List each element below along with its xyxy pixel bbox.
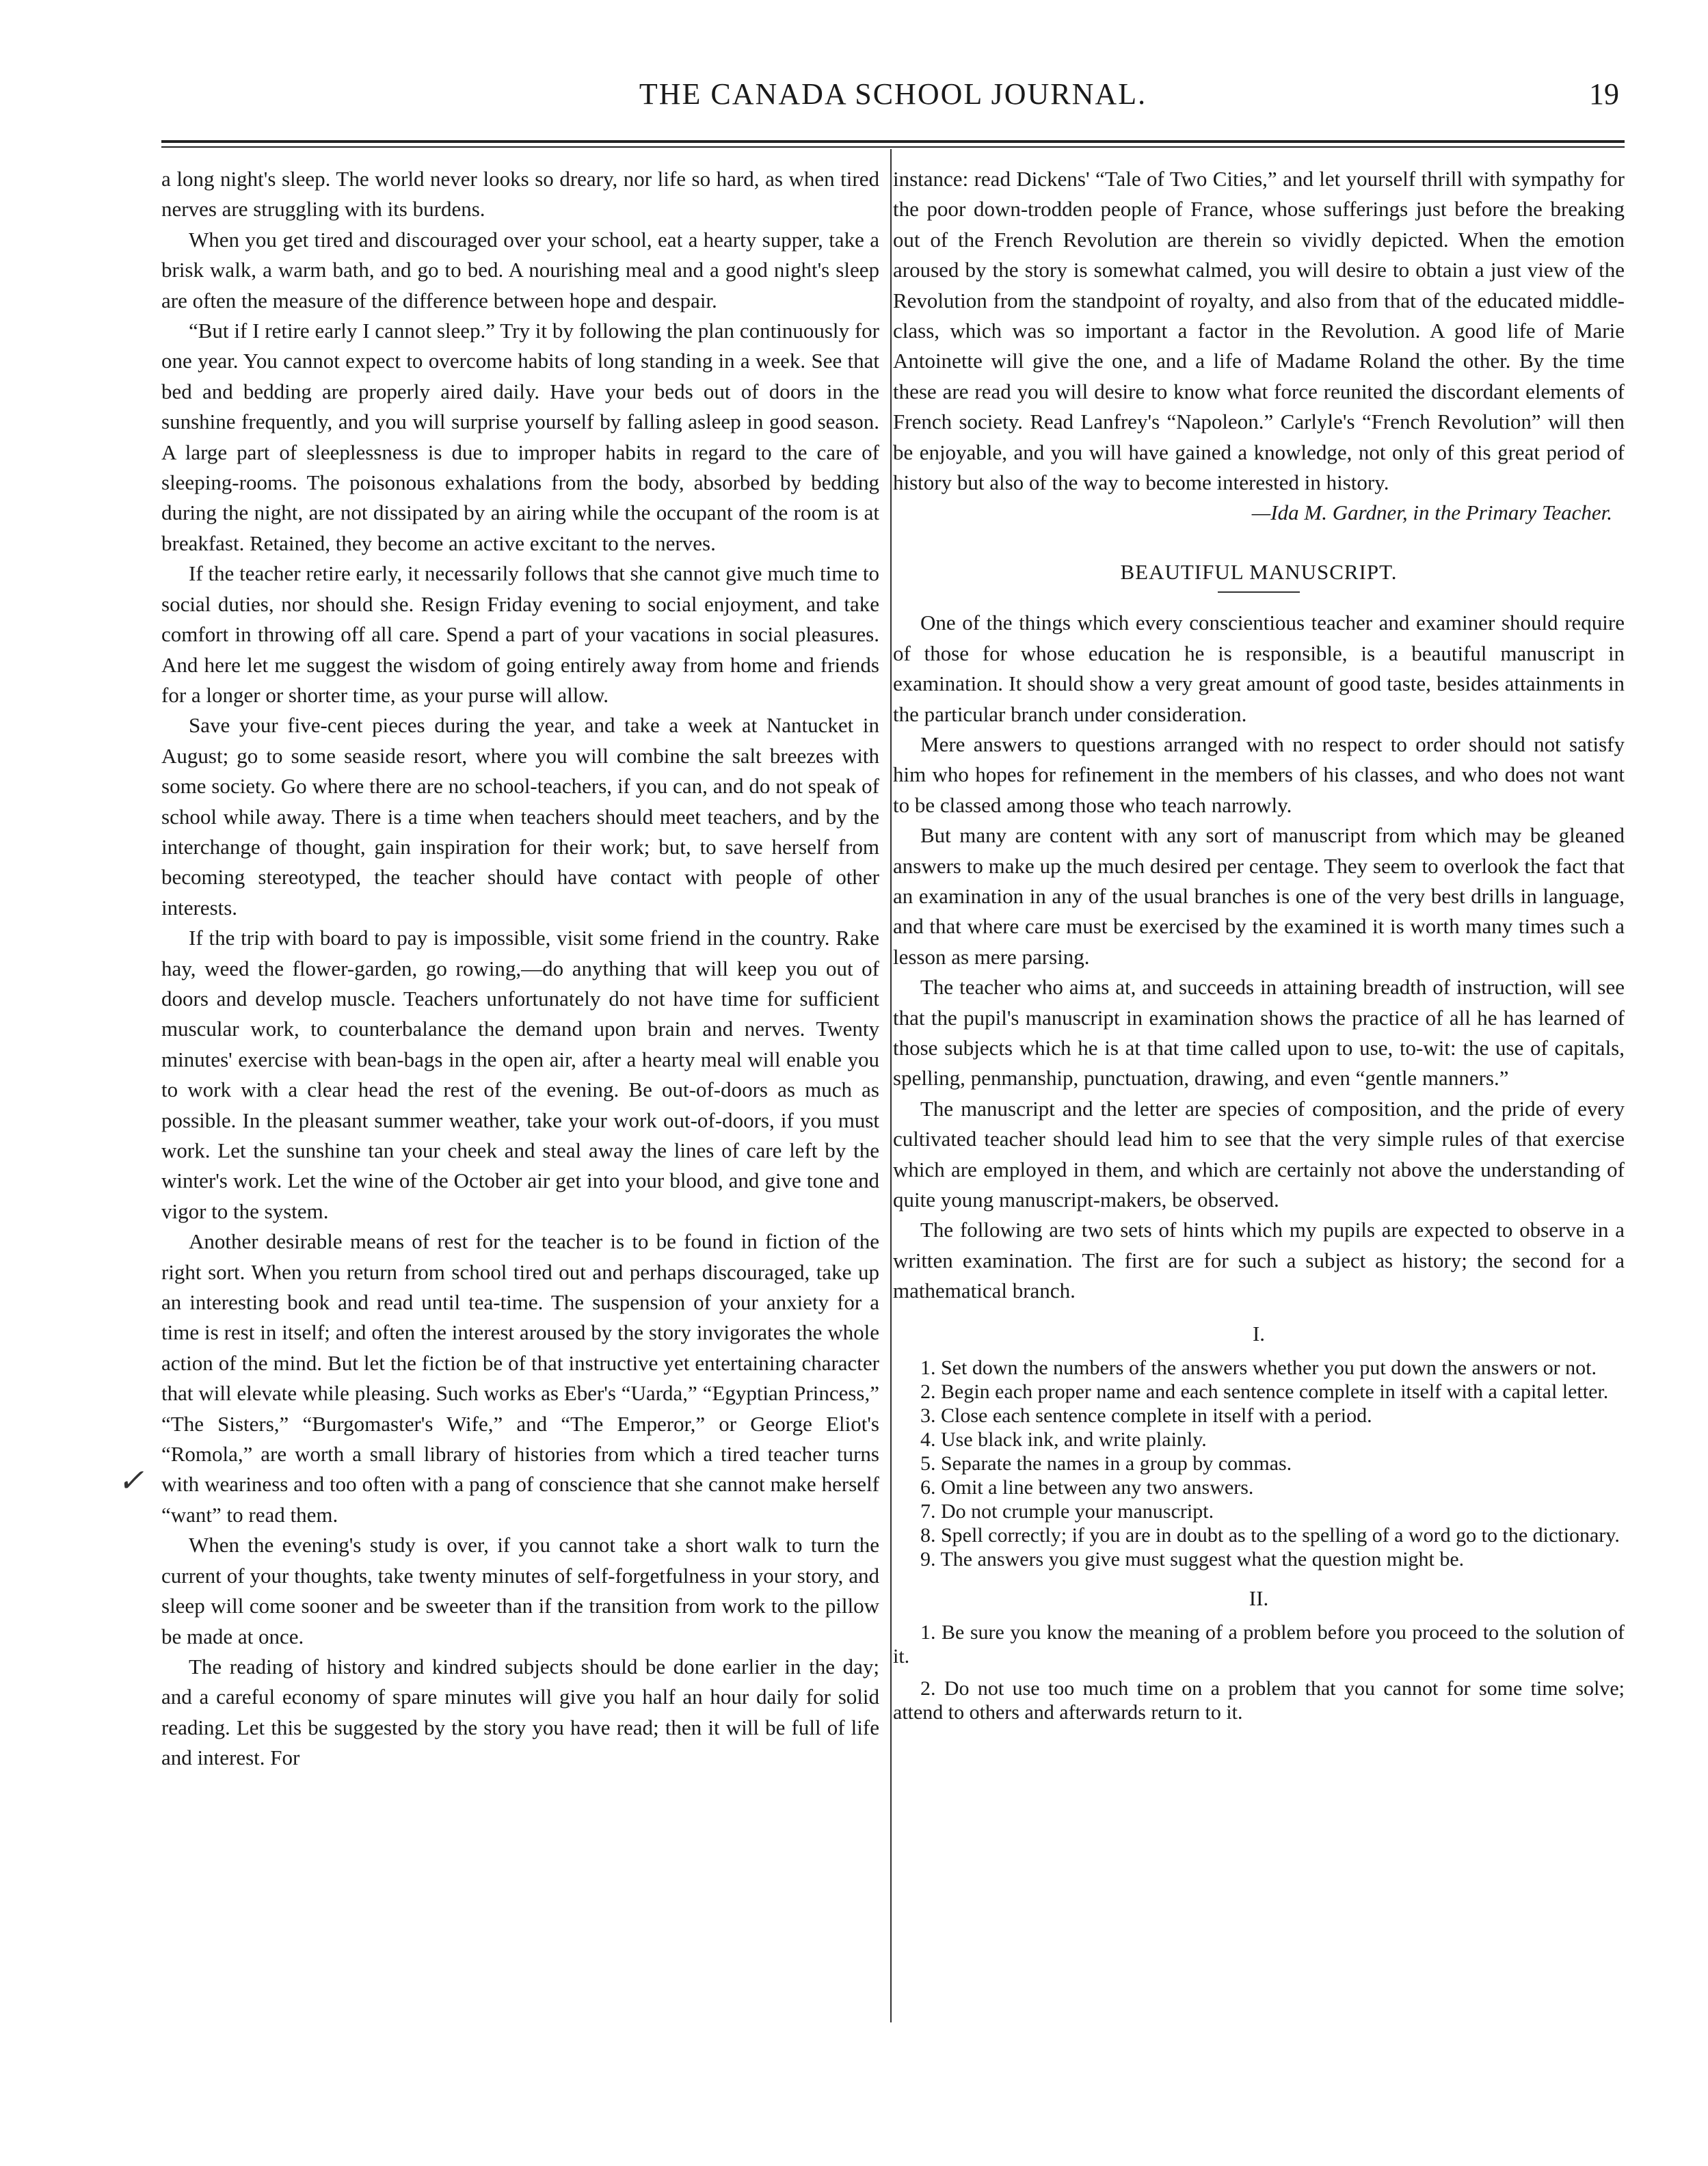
hint-item: 7. Do not crumple your manuscript. [920,1500,1214,1523]
hints-section-numeral: II. [1249,1586,1269,1611]
paragraph: If the trip with board to pay is impossible, visit some friend in the country. Rake hay, weed the flower-garden, go rowing,—do anything that will keep you out of doors and develop muscle. Teachers unfortunately do not have time for sufficient muscular work, to counterbalance the demand upon brain and nerves. Twenty minutes' exercise with bean-bags in the open air, after a hearty meal will enable you to work with a clear head the rest of the evening. Be out-of-doors as much as possible. In the pleasant summer weather, take your work out-of-doors, if you must work. Let the sunshine tan your cheek and steal away the lines of care left by the winter's work. Let the wine of the October air get into your blood, and give tone and vigor to the system. [161,926,879,1223]
paragraph: The teacher who aims at, and succeeds in attaining breadth of instruction, will see that the pupil's manuscript in examination shows the practice of all he has learned of those subjects which he is at that time called upon to use, to-wit: the use of capitals, spelling, penmanship, punctuation, drawing, and even “gentle manners.” [893,975,1625,1091]
margin-check-mark: ✓ [118,1463,144,1498]
paragraph: The reading of history and kindred subjects should be done earlier in the day; and a careful economy of spare minutes will give you half an hour daily for solid reading. Let this be suggested by the story you have read; then it will be full of life and interest. For [161,1654,879,1770]
paragraph: The following are two sets of hints which my pupils are expected to observe in a written examination. The first are for such a subject as history; the second for a mathematical branch. [893,1218,1625,1303]
paragraph: One of the things which every conscientious teacher and examiner should require of those for whose education he is responsible, is a beautiful manuscript in examination. It should show a very great amount of good taste, besides attainments in the particular branch under consideration. [893,611,1625,726]
right-column [893,164,1625,1733]
paragraph: When the evening's study is over, if you cannot take a short walk to turn the current of your thoughts, take twenty minutes of self-forgetfulness in your story, and sleep will come sooner and be sweeter than if the transition from work to the pillow be made at once. [161,1533,879,1648]
paragraph: instance: read Dickens' “Tale of Two Cities,” and let yourself thrill with sympathy for the poor down-trodden people of France, whose sufferings just before the breaking out of the French Revolution are therein so vividly depicted. When the emotion aroused by the story is somewhat calmed, you will desire to obtain a just view of the Revolution from the standpoint of royalty, and also from that of the educated middle-class, which was so important a factor in the Revolution. A good life of Marie Antoinette will give the one, and a life of Madame Roland the other. By the time these are read you will desire to know what force reunited the discordant elements of French society. Read Lanfrey's “Napoleon.” Carlyle's “French Revolution” will then be enjoyable, and you will have gained a knowledge, not only of this great period of history but also of the way to become interested in history. [893,167,1625,495]
hint-item: 5. Separate the names in a group by commas. [920,1452,1292,1475]
paragraph: Save your five-cent pieces during the year, and take a week at Nantucket in August; go to some seaside resort, where you will combine the salt breezes with some society. Go where there are no school-teachers, if you can, and do not speak of school while away. There is a time when teachers should meet teachers, and by the interchange of thought, gain inspiration for their work; but, to save herself from becoming stereotyped, the teacher should have contact with people of other interests. [161,713,879,920]
section-heading: BEAUTIFUL MANUSCRIPT. [1120,559,1398,584]
paragraph: If the teacher retire early, it necessarily follows that she cannot give much time to social duties, nor should she. Resign Friday evening to social enjoyment, and take comfort in throwing off all care. Spend a part of your vacations in social pleasures. And here let me suggest the wisdom of going entirely away from home and friends for a longer or shorter time, as your purse will allow. [161,561,879,707]
hint-item: 1. Be sure you know the meaning of a problem before you proceed to the solution of it. [893,1621,1625,1668]
hint-item: 2. Do not use too much time on a problem that you cannot for some time solve; attend to others and afterwards return to it. [893,1677,1625,1724]
paragraph: a long night's sleep. The world never looks so dreary, nor life so hard, as when tired nerves are struggling with its burdens. [161,167,879,222]
page-header [161,77,1625,124]
attribution: —Ida M. Gardner, in the Primary Teacher. [1251,500,1612,525]
left-column [161,164,879,1774]
hint-item: 1. Set down the numbers of the answers whether you put down the answers or not. [920,1356,1597,1380]
hint-item: 2. Begin each proper name and each sentence complete in itself with a capital letter. [920,1380,1609,1404]
header-rule-thin [161,146,1625,148]
hint-item: 9. The answers you give must suggest what the question might be. [920,1548,1465,1571]
hint-item: 3. Close each sentence complete in itself with a period. [920,1404,1372,1428]
hint-item: 8. Spell correctly; if you are in doubt as to the spelling of a word go to the dictionary. [920,1524,1620,1547]
hints-list-mathematics [893,1620,1625,1724]
paragraph: But many are content with any sort of manuscript from which may be gleaned answers to make up the much desired per centage. They seem to overlook the fact that an examination in any of the usual branches is one of the very best drills in language, and that where care must be exercised by the examined it is worth many times such a lesson as mere parsing. [893,823,1625,969]
page-number: 19 [1589,77,1619,111]
paragraph: Another desirable means of rest for the teacher is to be found in fiction of the right sort. When you return from school tired out and perhaps discouraged, take up an interesting book and read until tea-time. The suspension of your anxiety for a time is rest in itself; and often the interest aroused by the story invigorates the whole action of the mind. But let the fiction be of that instructive yet entertaining character that will elevate while pleasing. Such works as Eber's “Uarda,” “Egyptian Princess,” “The Sisters,” “Burgomaster's Wife,” and “The Emperor,” or George Eliot's “Romola,” are worth a small library of histories from which a tired teacher turns with weariness and too often with a pang of conscience that she cannot make herself “want” to read them. [161,1229,879,1527]
journal-title: THE CANADA SCHOOL JOURNAL. [639,77,1147,111]
hints-list-history [893,1356,1625,1571]
hints-section-numeral: I. [1252,1321,1266,1346]
paragraph: When you get tired and discouraged over your school, eat a hearty supper, take a brisk walk, a warm bath, and go to bed. A nourishing meal and a good night's sleep are often the measure of the difference between hope and despair. [161,227,879,312]
hint-item: 6. Omit a line between any two answers. [920,1476,1254,1499]
hint-item: 4. Use black ink, and write plainly. [920,1428,1207,1452]
paragraph: The manuscript and the letter are species of composition, and the pride of every cultivated teacher should lead him to see that the very simple rules of that exercise which are employed in them, and which are certainly not above the understanding of quite young manuscript-makers, be observed. [893,1096,1625,1212]
header-rule-thick [161,140,1625,143]
column-divider [890,149,892,2022]
paragraph: Mere answers to questions arranged with no respect to order should not satisfy him who hopes for refinement in the members of his classes, and who does not want to be classed among those who teach narrowly. [893,732,1625,817]
heading-rule [1218,591,1300,593]
paragraph: “But if I retire early I cannot sleep.” Try it by following the plan continuously for one year. You cannot expect to overcome habits of long standing in a week. See that bed and bedding are properly aired daily. Have your beds out of doors in the sunshine frequently, and you will surprise yourself by falling asleep in good season. A large part of sleeplessness is due to improper habits in regard to the care of sleeping-rooms. The poisonous exhalations from the body, absorbed by bedding during the night, are not dissipated by an airing while the occupant of the room is at breakfast. Retained, they become an active excitant to the nerves. [161,319,879,555]
